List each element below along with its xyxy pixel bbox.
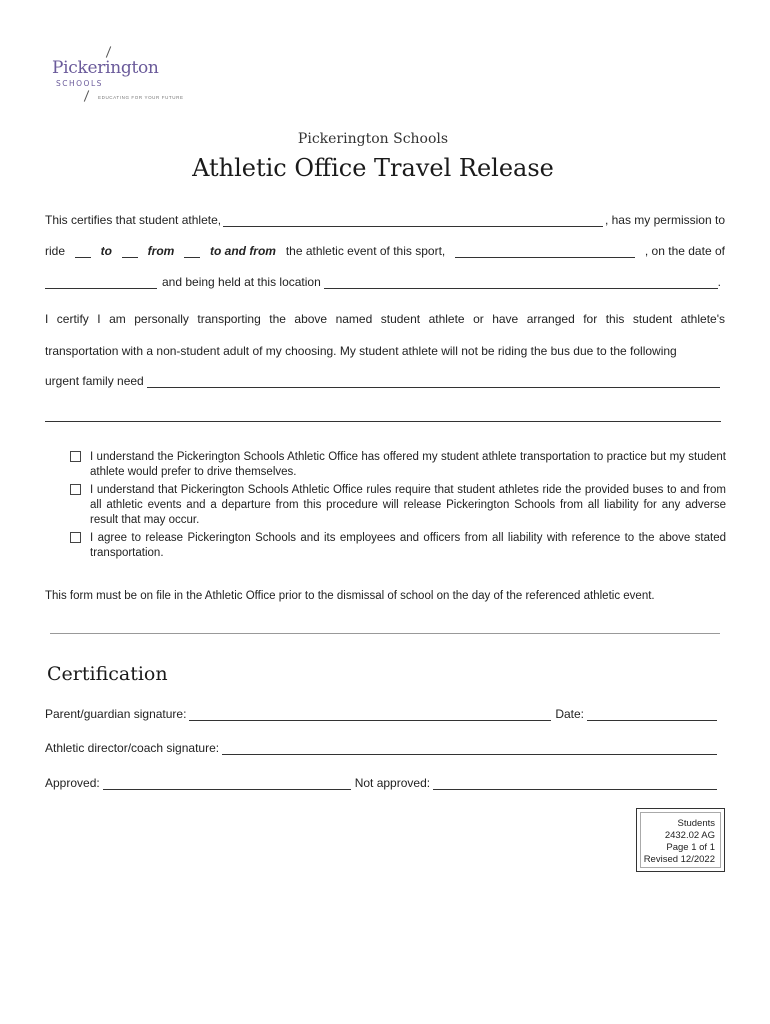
bus-rules-checkbox-label: I understand that Pickerington Schools Athletic Office rules require that student athletes ride the provided buses to and from all athletic events and a departure from this procedure will release Pickerington Schools from all liability for any adverse result that may occur. xyxy=(90,484,726,526)
ride-label: ride xyxy=(45,244,66,258)
from-label: from xyxy=(147,244,175,258)
location-field[interactable] xyxy=(324,276,718,289)
approved-field[interactable] xyxy=(103,777,351,790)
sport-field[interactable] xyxy=(455,245,635,258)
code-revised: Revised 12/2022 xyxy=(643,854,715,865)
approved-label: Approved: xyxy=(45,776,100,790)
to-field[interactable] xyxy=(75,245,91,258)
from-field[interactable] xyxy=(122,245,138,258)
logo-slash-bottom xyxy=(84,90,90,102)
date-of-label: , on the date of xyxy=(644,244,725,258)
pickerington-logo xyxy=(50,46,184,106)
form-title: Athletic Office Travel Release xyxy=(192,154,554,182)
logo-tagline: EDUCATING FOR YOUR FUTURE xyxy=(98,95,184,100)
location-period: . xyxy=(717,275,721,289)
parent-signature-field[interactable] xyxy=(189,708,551,721)
sport-label: the athletic event of this sport, xyxy=(285,244,446,258)
policy-code-box xyxy=(636,808,725,872)
not-approved-field[interactable] xyxy=(433,777,717,790)
on-file-notice: This form must be on file in the Athletic Office prior to the dismissal of school on the day of the referenced athletic event. xyxy=(45,590,655,602)
athlete-label: This certifies that student athlete, xyxy=(45,213,222,227)
athlete-line xyxy=(45,213,725,227)
ride-line xyxy=(45,244,725,258)
event-date-field[interactable] xyxy=(45,276,157,289)
practice-checkbox[interactable] xyxy=(70,451,81,462)
athlete-name-field[interactable] xyxy=(223,214,603,227)
release-checkbox-label: I agree to release Pickerington Schools and its employees and officers from all liability with reference to the above stated transportation. xyxy=(90,532,726,559)
certification-heading: Certification xyxy=(47,663,168,685)
parent-signature-row xyxy=(45,707,717,721)
logo-slash-top xyxy=(106,46,112,58)
permission-label: , has my permission to xyxy=(604,213,725,227)
to-and-from-label: to and from xyxy=(209,244,276,258)
checkbox-row-bus-rules xyxy=(70,483,726,528)
date-field[interactable] xyxy=(587,708,717,721)
checkbox-row-release xyxy=(70,531,726,561)
coach-signature-field[interactable] xyxy=(222,742,717,755)
code-number: 2432.02 AG xyxy=(664,830,715,841)
location-line xyxy=(45,275,721,289)
date-label: Date: xyxy=(555,707,584,721)
location-label: and being held at this location xyxy=(162,275,321,289)
to-label: to xyxy=(100,244,112,258)
parent-signature-label: Parent/guardian signature: xyxy=(45,707,187,721)
code-category: Students xyxy=(677,818,715,829)
certify-line-2: transportation with a non-student adult of my choosing. My student athlete will not be riding the bus due to the following xyxy=(45,344,677,358)
logo-subtitle: SCHOOLS xyxy=(56,79,103,88)
family-need-label: urgent family need xyxy=(45,374,144,388)
section-divider xyxy=(50,633,720,634)
family-need-line xyxy=(45,374,720,388)
to-and-from-field[interactable] xyxy=(184,245,200,258)
certify-line-1: I certify I am personally transporting the above named student athlete or have arranged for this student athlete's xyxy=(45,312,725,326)
logo-wordmark: Pickerington xyxy=(52,58,159,78)
coach-signature-label: Athletic director/coach signature: xyxy=(45,741,220,755)
coach-signature-row xyxy=(45,741,717,755)
release-checkbox[interactable] xyxy=(70,532,81,543)
code-page: Page 1 of 1 xyxy=(666,842,715,853)
not-approved-label: Not approved: xyxy=(354,776,431,790)
policy-code-inner xyxy=(640,812,721,868)
family-need-field[interactable] xyxy=(147,375,720,388)
checkbox-row-practice xyxy=(70,450,726,480)
family-need-field-2[interactable] xyxy=(45,421,721,422)
approval-row xyxy=(45,776,717,790)
form-subtitle: Pickerington Schools xyxy=(297,131,449,147)
practice-checkbox-label: I understand the Pickerington Schools Athletic Office has offered my student athlete transportation to practice but my student athlete would prefer to drive themselves. xyxy=(90,451,726,478)
bus-rules-checkbox[interactable] xyxy=(70,484,81,495)
